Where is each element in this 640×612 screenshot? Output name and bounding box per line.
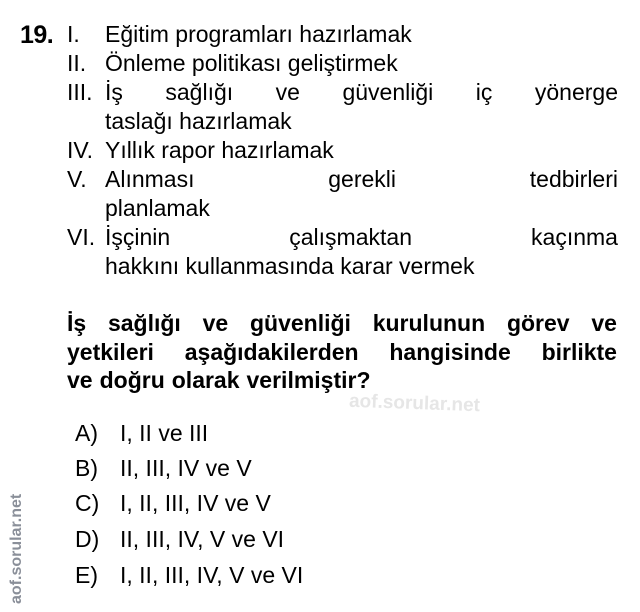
roman-numeral: V. xyxy=(67,166,87,192)
option-text: I, II ve III xyxy=(120,420,209,446)
word: olarak xyxy=(171,367,240,393)
word: kaçınma xyxy=(531,224,618,250)
word: İş xyxy=(105,79,123,105)
word: güvenliği xyxy=(342,79,434,105)
word: sağlığı xyxy=(165,79,234,105)
word: birlikte xyxy=(541,338,617,365)
word: görev xyxy=(506,310,570,336)
roman-numeral: I. xyxy=(67,21,80,47)
option-text: II, III, IV ve V xyxy=(120,455,252,481)
word: ve xyxy=(591,310,617,336)
word: gerekli xyxy=(328,166,397,192)
word: çalışmaktan xyxy=(289,224,412,250)
option-text: II, III, IV, V ve VI xyxy=(120,526,285,552)
word: İşçinin xyxy=(105,224,171,250)
word: iç xyxy=(475,79,493,105)
roman-numeral: IV. xyxy=(67,137,94,163)
answer-option-b[interactable] xyxy=(75,454,252,483)
statement-line-2: hakkını kullanmasında karar vermek xyxy=(105,253,475,279)
word: yetkileri xyxy=(67,338,154,365)
stem-line-2 xyxy=(67,338,617,367)
statement-text: Önleme politikası geliştirmek xyxy=(105,50,398,76)
statement-item-3 xyxy=(67,78,618,136)
option-letter: C) xyxy=(75,490,100,516)
option-letter: B) xyxy=(75,455,98,481)
answer-option-a[interactable] xyxy=(75,419,208,448)
answer-option-c[interactable] xyxy=(75,489,271,518)
question-stem xyxy=(67,309,617,395)
statement-item-2 xyxy=(67,49,618,78)
word: tedbirleri xyxy=(529,166,618,192)
roman-numeral: VI. xyxy=(67,224,96,250)
word: İş xyxy=(67,310,87,336)
roman-numeral: III. xyxy=(67,79,93,105)
statement-item-4 xyxy=(67,136,618,165)
word: ve xyxy=(67,367,93,393)
answer-option-d[interactable] xyxy=(75,525,284,554)
option-letter: A) xyxy=(75,420,98,446)
option-text: I, II, III, IV ve V xyxy=(120,490,271,516)
option-letter: D) xyxy=(75,526,100,552)
statement-text: Yıllık rapor hazırlamak xyxy=(105,137,334,163)
watermark-side: aof.sorular.net xyxy=(8,493,25,604)
answer-option-e[interactable] xyxy=(75,561,303,590)
statement-item-5 xyxy=(67,165,618,223)
statement-line-1 xyxy=(105,165,618,194)
word: ve xyxy=(275,79,300,105)
statement-line-1 xyxy=(105,78,618,107)
statement-item-1 xyxy=(67,20,618,49)
stem-line-1 xyxy=(67,309,617,338)
word: aşağıdakilerden xyxy=(184,338,359,365)
word: yönerge xyxy=(534,79,618,105)
word: ve xyxy=(202,310,229,336)
statement-item-6 xyxy=(67,223,618,281)
statement-text xyxy=(105,165,618,223)
statement-line-1 xyxy=(105,223,618,252)
statement-text xyxy=(105,78,618,136)
watermark-center: aof.sorular.net xyxy=(348,390,481,417)
word: kurulunun xyxy=(372,310,486,336)
word: güvenliği xyxy=(249,310,351,336)
statement-text: Eğitim programları hazırlamak xyxy=(105,21,412,47)
roman-numeral: II. xyxy=(67,50,87,76)
statement-line-2: taslağı hazırlamak xyxy=(105,108,292,134)
question-number: 19. xyxy=(20,21,54,49)
option-letter: E) xyxy=(75,562,98,588)
word: Alınması xyxy=(105,166,195,192)
statement-text xyxy=(105,223,618,281)
statement-line-2: planlamak xyxy=(105,195,210,221)
word: hangisinde xyxy=(389,338,511,365)
word: sağlığı xyxy=(107,310,181,336)
stem-line-3 xyxy=(67,366,617,395)
option-text: I, II, III, IV, V ve VI xyxy=(120,562,304,588)
word: doğru xyxy=(99,367,165,393)
word: verilmiştir? xyxy=(246,367,371,393)
